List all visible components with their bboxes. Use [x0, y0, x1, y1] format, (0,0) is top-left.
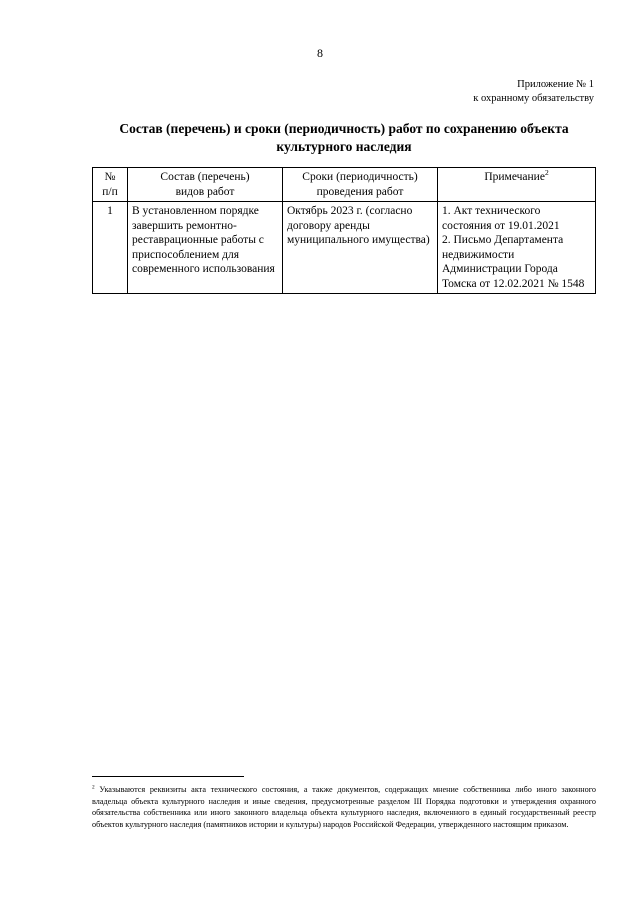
table-header-row [93, 168, 596, 202]
header-number [93, 168, 128, 202]
header-composition [128, 168, 283, 202]
header-composition-line-2: видов работ [175, 185, 235, 198]
footnote-text: Указываются реквизиты акта технического состояния, а также документов, содержащих мнение собственника либо иного законного владельца объекта культурного наследия и иные сведения, предусмотренные разделом III Порядка подготовки и утверждения охранного обязательства собственника или иного законного владельца объекта культурного наследия, включенного в единый государственный реестр объектов культурного наследия (памятников истории и культуры) народов Российской Федерации, утвержденного настоящим приказом. [92, 785, 596, 829]
row-term: Октябрь 2023 г. (согласно договору аренды муниципального имущества) [283, 202, 438, 294]
header-number-line-2: п/п [102, 185, 118, 198]
works-table [92, 167, 596, 294]
appendix-line-2: к охранному обязательству [473, 93, 594, 104]
appendix-line-1: Приложение № 1 [517, 79, 594, 90]
appendix-reference [473, 78, 594, 106]
footnote-divider [92, 776, 244, 777]
footnote [92, 784, 596, 830]
row-composition: В установленном порядке завершить ремонтно-реставрационные работы с приспособлением для современного использования [128, 202, 283, 294]
header-term-line-2: проведения работ [316, 185, 404, 198]
header-composition-line-1: Состав (перечень) [160, 171, 250, 183]
header-note [438, 168, 596, 202]
footnote-mark: 2 [92, 784, 95, 791]
row-note-line-1: 1. Акт технического состояния от 19.01.2021 [442, 205, 560, 232]
row-note [438, 202, 596, 294]
page-number: 8 [317, 46, 323, 60]
footnote-marker: 2 [544, 168, 549, 178]
table-row [93, 202, 596, 294]
header-term-line-1: Сроки (периодичность) [302, 171, 418, 183]
header-note-label: Примечание [484, 171, 545, 183]
row-note-line-2: 2. Письмо Департамента недвижимости Администрации Города Томска от 12.02.2021 № 1548 [442, 234, 585, 290]
document-title: Состав (перечень) и сроки (периодичность) работ по сохранению объекта культурного наследия [119, 121, 569, 154]
header-term [283, 168, 438, 202]
header-number-line-1: № [104, 171, 116, 183]
row-number: 1 [93, 202, 128, 294]
